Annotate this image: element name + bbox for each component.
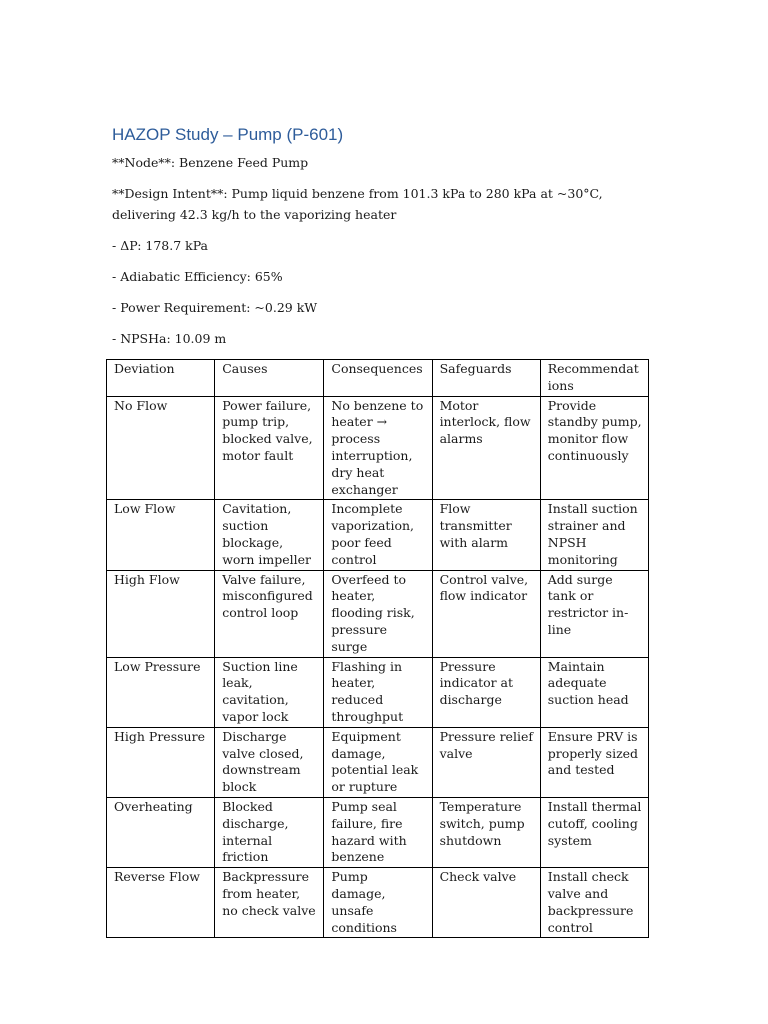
cell-deviation: Low Flow <box>107 500 215 570</box>
cell-recommendations: Install thermal cutoff, cooling system <box>540 797 648 867</box>
cell-recommendations: Provide standby pump, monitor flow continuously <box>540 396 648 500</box>
header-recommendations: Recommendations <box>540 360 648 397</box>
document-title: HAZOP Study – Pump (P-601) <box>112 125 344 144</box>
cell-safeguards: Control valve, flow indicator <box>432 570 540 657</box>
bullet-efficiency: - Adiabatic Efficiency: 65% <box>112 269 283 284</box>
cell-consequences: Pump seal failure, fire hazard with benzene <box>324 797 432 867</box>
cell-safeguards: Motor interlock, flow alarms <box>432 396 540 500</box>
cell-consequences: Overfeed to heater, flooding risk, pressure surge <box>324 570 432 657</box>
cell-consequences: No benzene to heater → process interruption, dry heat exchanger <box>324 396 432 500</box>
cell-deviation: High Flow <box>107 570 215 657</box>
cell-safeguards: Flow transmitter with alarm <box>432 500 540 570</box>
cell-safeguards: Temperature switch, pump shutdown <box>432 797 540 867</box>
cell-recommendations: Add surge tank or restrictor in-line <box>540 570 648 657</box>
cell-causes: Backpressure from heater, no check valve <box>215 868 324 938</box>
cell-consequences: Flashing in heater, reduced throughput <box>324 657 432 727</box>
table-header-row <box>107 360 649 397</box>
header-causes: Causes <box>215 360 324 397</box>
cell-causes: Valve failure, misconfigured control loop <box>215 570 324 657</box>
cell-deviation: Low Pressure <box>107 657 215 727</box>
document-page <box>112 124 652 938</box>
table-row <box>107 797 649 867</box>
cell-deviation: High Pressure <box>107 727 215 797</box>
cell-recommendations: Ensure PRV is properly sized and tested <box>540 727 648 797</box>
table-row <box>107 657 649 727</box>
cell-deviation: No Flow <box>107 396 215 500</box>
cell-consequences: Incomplete vaporization, poor feed control <box>324 500 432 570</box>
hazop-table <box>106 359 649 938</box>
cell-consequences: Equipment damage, potential leak or rupture <box>324 727 432 797</box>
cell-deviation: Overheating <box>107 797 215 867</box>
bullet-npsha: - NPSHa: 10.09 m <box>112 331 227 346</box>
header-consequences: Consequences <box>324 360 432 397</box>
node-line: **Node**: Benzene Feed Pump <box>112 155 309 170</box>
cell-recommendations: Install check valve and backpressure control <box>540 868 648 938</box>
table-row <box>107 396 649 500</box>
cell-consequences: Pump damage, unsafe conditions <box>324 868 432 938</box>
table-row <box>107 500 649 570</box>
cell-safeguards: Pressure indicator at discharge <box>432 657 540 727</box>
bullet-power: - Power Requirement: ~0.29 kW <box>112 300 318 315</box>
header-deviation: Deviation <box>107 360 215 397</box>
cell-causes: Discharge valve closed, downstream block <box>215 727 324 797</box>
table-row <box>107 727 649 797</box>
bullet-delta-p: - ΔP: 178.7 kPa <box>112 238 209 253</box>
table-row <box>107 868 649 938</box>
cell-deviation: Reverse Flow <box>107 868 215 938</box>
cell-safeguards: Pressure relief valve <box>432 727 540 797</box>
cell-recommendations: Maintain adequate suction head <box>540 657 648 727</box>
cell-causes: Cavitation, suction blockage, worn impeller <box>215 500 324 570</box>
cell-causes: Blocked discharge, internal friction <box>215 797 324 867</box>
design-intent-paragraph: **Design Intent**: Pump liquid benzene from 101.3 kPa to 280 kPa at ~30°C, delivering 42.3 kg/h to the vaporizing heater <box>112 186 603 222</box>
header-safeguards: Safeguards <box>432 360 540 397</box>
cell-safeguards: Check valve <box>432 868 540 938</box>
cell-causes: Power failure, pump trip, blocked valve, motor fault <box>215 396 324 500</box>
cell-causes: Suction line leak, cavitation, vapor lock <box>215 657 324 727</box>
cell-recommendations: Install suction strainer and NPSH monitoring <box>540 500 648 570</box>
table-row <box>107 570 649 657</box>
